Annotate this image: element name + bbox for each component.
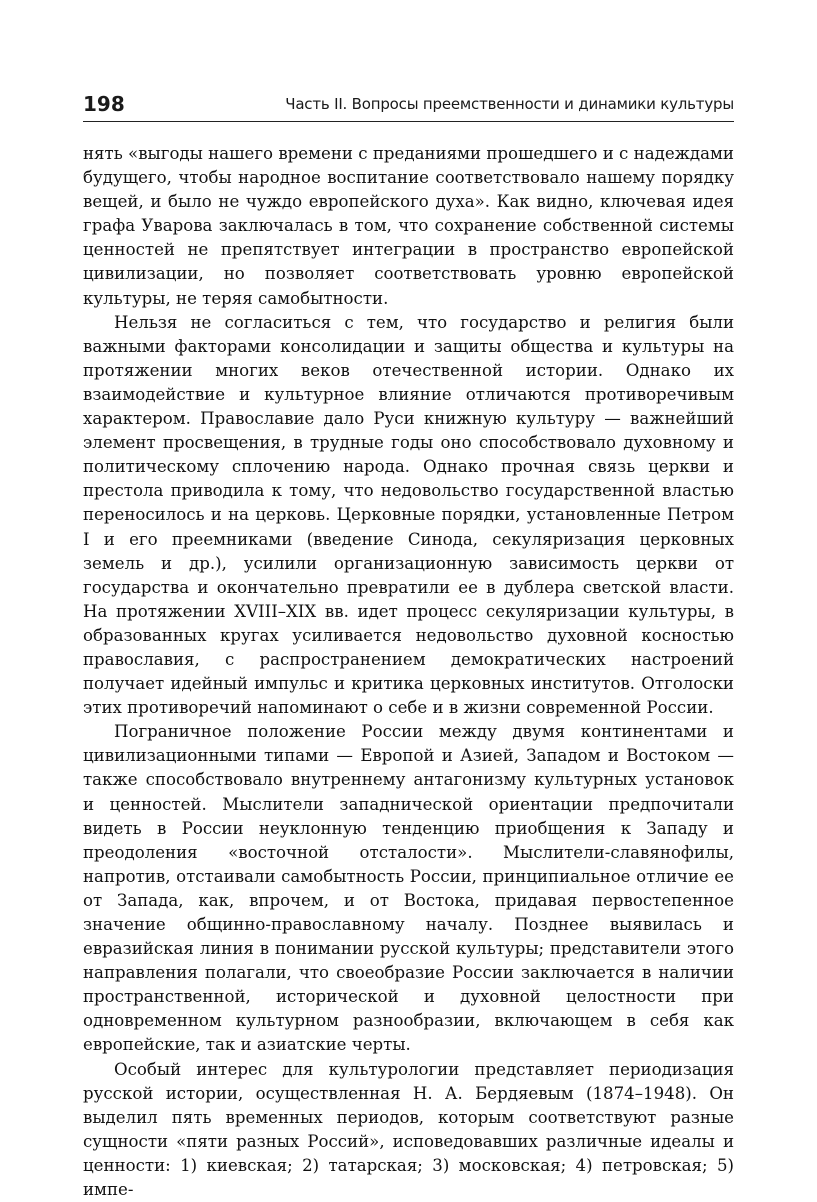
header-rule [83, 121, 734, 122]
paragraph-east-west: Пограничное положение России между двумя континентами и цивилизационными типами — Европой и Азией, Западом и Востоком — также способствовало внутреннему антагонизму культурных установок и ценностей. Мыслители западнической ориентации предпочитали видеть в России неуклонную тенденцию приобщения к Западу и преодоления «восточной отсталости». Мыслители-славянофилы, напротив, отстаивали самобытность России, принципиальное отличие ее от Запада, как, впрочем, и от Востока, придавая первостепенное значение общинно-православному началу. Позднее выявилась и евразийская линия в понимании русской культуры; представители этого направления полагали, что своеобразие России заключается в наличии пространственной, исторической и духовной целостности при одновременном культурном разнообразии, включающем в себя как европейские, так и азиатские черты. [83, 722, 734, 1055]
paragraph-continuation: нять «выгоды нашего времени с преданиями прошедшего и с надеждами будущего, чтобы народное воспитание соответствовало нашему порядку вещей, и было не чуждо европейского духа». Как видно, ключевая идея графа Уварова заключалась в том, что сохранение собственной системы ценностей не препятствует интеграции в пространство европейской цивилизации, но позволяет соответствовать уровню европейской культуры, не теряя самобытности. [83, 144, 734, 308]
running-head: Часть II. Вопросы преемственности и динамики культуры [285, 95, 734, 113]
page-header [83, 88, 734, 120]
body-text [83, 142, 734, 1202]
paragraph-berdyaev: Особый интерес для культурологии представляет периодизация русской истории, осуществленная Н. А. Бердяевым (1874–1948). Он выделил пять временных периодов, которым соответствуют разные сущности «пяти разных Россий», исповедовавших различные идеалы и ценности: 1) киевская; 2) татарская; 3) московская; 4) петровская; 5) импе- [83, 1059, 734, 1200]
paragraph-church-state: Нельзя не согласиться с тем, что государство и религия были важными факторами консолидации и защиты общества и культуры на протяжении многих веков отечественной истории. Однако их взаимодействие и культурное влияние отличаются противоречивым характером. Православие дало Руси книжную культуру — важнейший элемент просвещения, в трудные годы оно способствовало духовному и политическому сплочению народа. Однако прочная связь церкви и престола приводила к тому, что недовольство государственной властью переносилось и на церковь. Церковные порядки, установленные Петром I и его преемниками (введение Синода, секуляризация церковных земель и др.), усилили организационную зависимость церкви от государства и окончательно превратили ее в дублера светской власти. На протяжении XVIII–XIX вв. идет процесс секуляризации культуры, в образованных кругах усиливается недовольство духовной косностью православия, с распространением демократических настроений получает идейный импульс и критика церковных институтов. Отголоски этих противоречий напоминают о себе и в жизни современной России. [83, 312, 734, 718]
page-number: 198 [83, 92, 125, 116]
